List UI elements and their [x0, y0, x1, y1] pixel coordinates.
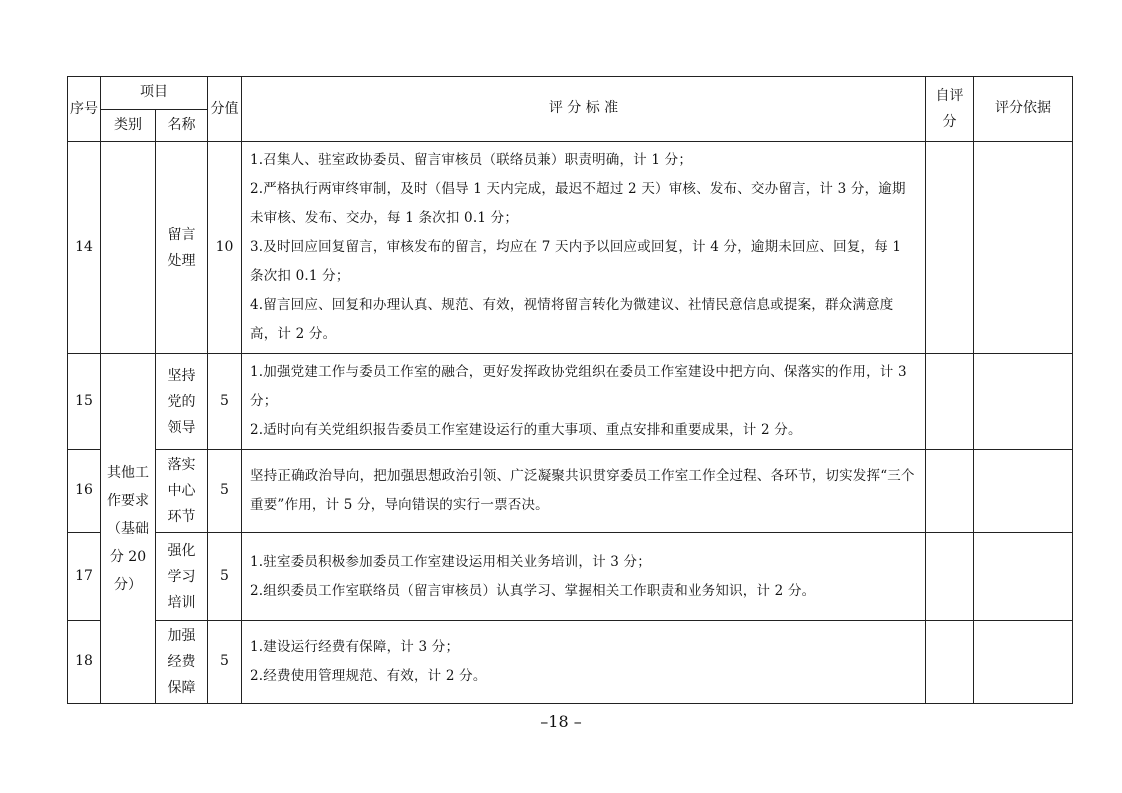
header-basis: 评分依据: [974, 77, 1073, 142]
header-row-1: [68, 77, 1073, 110]
standard-line: 3.及时回应回复留言，审核发布的留言，均应在 7 天内予以回应或回复，计 4 分，逾期未回应、回复，每 1 条次扣 0.1 分；: [250, 239, 902, 284]
row-score: 5: [208, 621, 242, 704]
row-number: 17: [68, 533, 101, 621]
table-row: [68, 450, 1073, 533]
standard-line: 1.加强党建工作与委员工作室的融合，更好发挥政协党组织在委员工作室建设中把方向、保落实的作用，计 3 分；: [250, 364, 907, 409]
row-standard: [242, 142, 926, 354]
row-number: 18: [68, 621, 101, 704]
standard-line: 4.留言回应、回复和办理认真、规范、有效，视情将留言转化为微建议、社情民意信息或提案，群众满意度高，计 2 分。: [250, 297, 894, 342]
header-project: 项目: [101, 77, 208, 110]
standard-line: 1.驻室委员积极参加委员工作室建设运用相关业务培训，计 3 分；: [250, 553, 651, 570]
row-standard: [242, 621, 926, 704]
row-item-name: 坚持党的领导: [156, 354, 208, 450]
row-number: 15: [68, 354, 101, 450]
row-basis-cell[interactable]: [974, 621, 1073, 704]
row-basis-cell[interactable]: [974, 450, 1073, 533]
row-item-name: 加强经费保障: [156, 621, 208, 704]
row-score: 5: [208, 450, 242, 533]
row-basis-cell[interactable]: [974, 533, 1073, 621]
standard-line: 2.组织委员工作室联络员（留言审核员）认真学习、掌握相关工作职责和业务知识，计 2 分。: [250, 582, 816, 599]
standard-line: 坚持正确政治导向，把加强思想政治引领、广泛凝聚共识贯穿委员工作室工作全过程、各环节，切实发挥“三个重要”作用，计 5 分，导向错误的实行一票否决。: [250, 468, 915, 513]
row-self-score-cell[interactable]: [926, 621, 974, 704]
header-standard: 评 分 标 准: [242, 77, 926, 142]
header-name: 名称: [156, 110, 208, 142]
row-score: 10: [208, 142, 242, 354]
row-number: 16: [68, 450, 101, 533]
standard-line: 2.适时向有关党组织报告委员工作室建设运行的重大事项、重点安排和重要成果，计 2 分。: [250, 422, 802, 438]
row-score: 5: [208, 533, 242, 621]
row-number: 14: [68, 142, 101, 354]
header-self-score: 自评分: [926, 77, 974, 142]
row-self-score-cell[interactable]: [926, 142, 974, 354]
table-row: [68, 354, 1073, 450]
table-row: [68, 621, 1073, 704]
score-table: [67, 76, 1073, 704]
standard-line: 1.召集人、驻室政协委员、留言审核员（联络员兼）职责明确，计 1 分；: [250, 152, 693, 168]
standard-line: 1.建设运行经费有保障，计 3 分；: [250, 639, 460, 655]
standard-line: 2.经费使用管理规范、有效，计 2 分。: [250, 668, 487, 684]
row-basis-cell[interactable]: [974, 354, 1073, 450]
category-other-work: 其他工作要求（基础分 20 分）: [101, 354, 156, 704]
row-self-score-cell[interactable]: [926, 533, 974, 621]
row-score: 5: [208, 354, 242, 450]
row-standard: [242, 354, 926, 450]
table-row: [68, 533, 1073, 621]
row-basis-cell[interactable]: [974, 142, 1073, 354]
row-item-name: 落实中心环节: [156, 450, 208, 533]
row-standard: [242, 450, 926, 533]
header-seq: 序号: [68, 77, 101, 142]
header-score: 分值: [208, 77, 242, 142]
row-item-name: 强化学习培训: [156, 533, 208, 621]
standard-line: 2.严格执行两审终审制，及时（倡导 1 天内完成，最迟不超过 2 天）审核、发布、交办留言，计 3 分，逾期未审核、发布、交办，每 1 条次扣 0.1 分；: [250, 181, 906, 226]
row-self-score-cell[interactable]: [926, 450, 974, 533]
table-row: [68, 142, 1073, 354]
row-self-score-cell[interactable]: [926, 354, 974, 450]
row-standard: [242, 533, 926, 621]
page-number: –18 –: [540, 712, 582, 731]
row-item-name: 留言处理: [156, 142, 208, 354]
row-category: [101, 142, 156, 354]
header-category: 类别: [101, 110, 156, 142]
